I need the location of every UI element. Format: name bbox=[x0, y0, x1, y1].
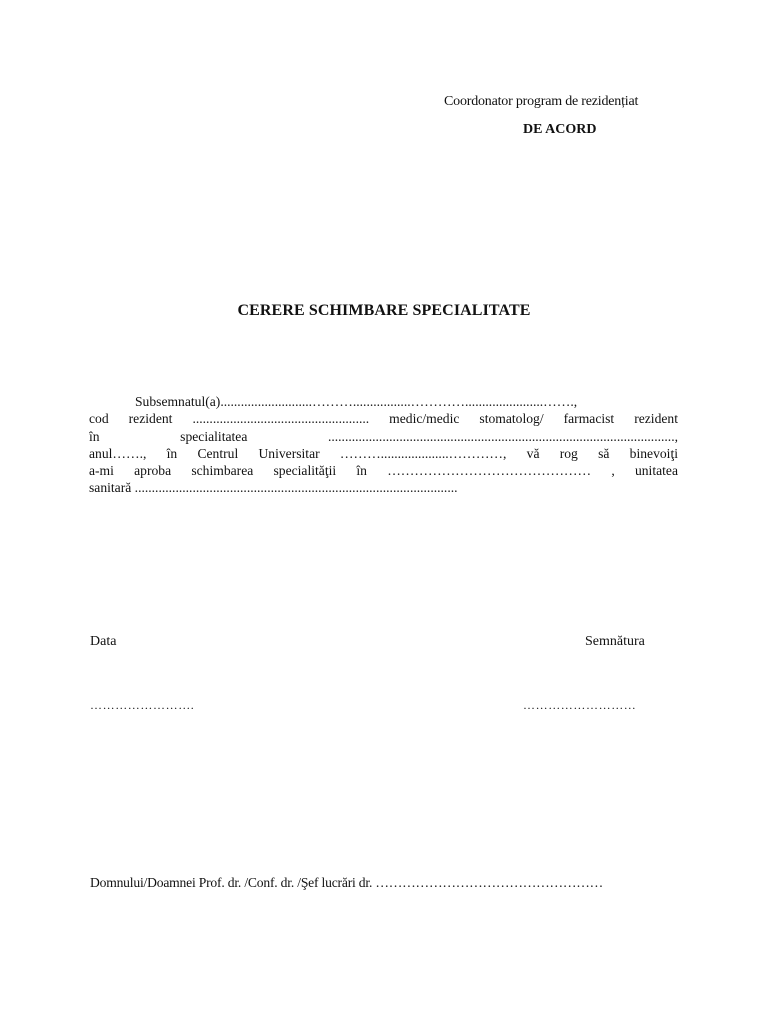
body-line-sanitary-unit: sanitară ............................................................................................... bbox=[89, 480, 458, 496]
addressee-line: Domnului/Doamnei Prof. dr. /Conf. dr. /Şef lucrări dr. …………………………………………… bbox=[90, 875, 604, 890]
document-title: CERERE SCHIMBARE SPECIALITATE bbox=[237, 302, 531, 319]
body-line-new-specialty: a-mi aproba schimbarea specialităţii în ……………………………………… , unitatea bbox=[89, 463, 678, 479]
signature-label: Semnătura bbox=[585, 634, 645, 649]
date-label: Data bbox=[90, 634, 117, 649]
signature-placeholder: ……………………… bbox=[523, 698, 637, 712]
request-body bbox=[89, 393, 678, 497]
approval-label: DE ACORD bbox=[523, 122, 597, 137]
body-line-specialty: în specialitatea ......................................................................................................, bbox=[89, 428, 678, 444]
coordinator-label: Coordonator program de rezidențiat bbox=[444, 94, 639, 109]
body-line-name: Subsemnatul(a)...........................……….................………….......................……., bbox=[135, 394, 578, 409]
date-placeholder: ……………………. bbox=[90, 698, 195, 712]
body-line-year-center: anul……., în Centrul Universitar ………....................…………, vă rog să binevoiţi bbox=[89, 445, 678, 461]
body-line-resident-code: cod rezident .................................................... medic/medic stomatolog/ farmacist rezident bbox=[89, 411, 678, 427]
